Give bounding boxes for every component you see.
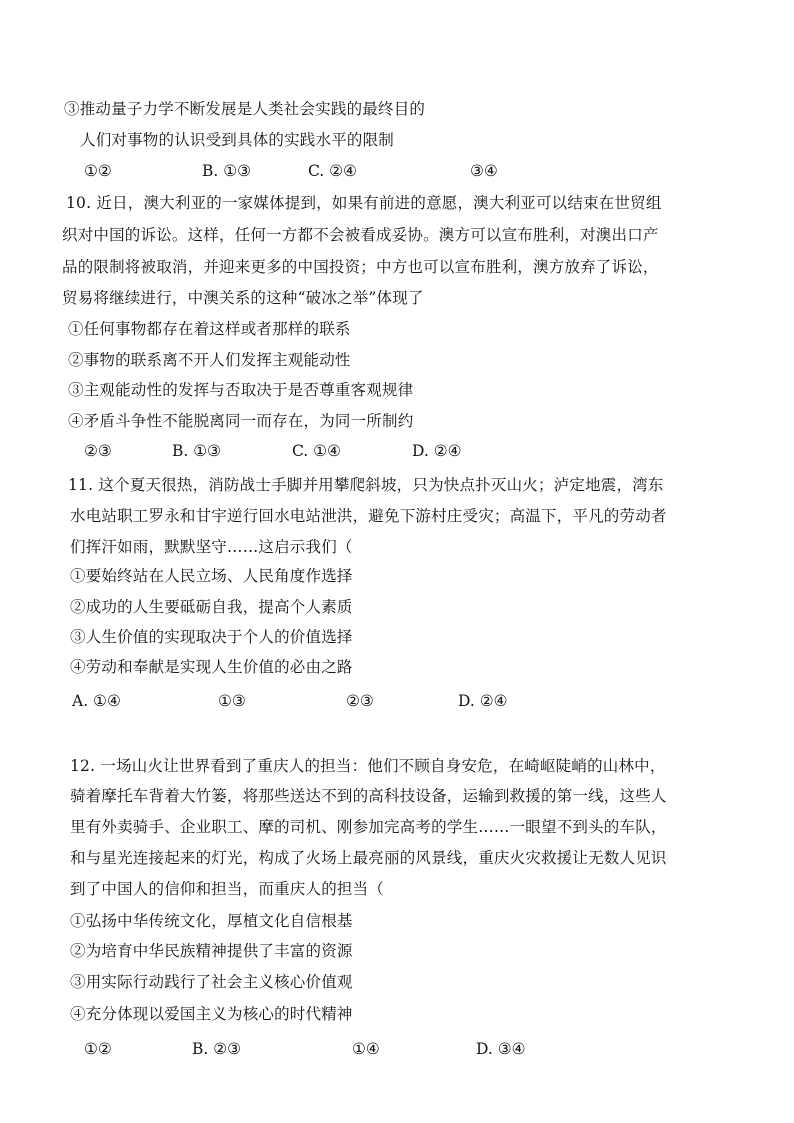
q10-statement-3: ③主观能动性的发挥与否取决于是否尊重客观规律	[68, 381, 414, 399]
q9-option-b: B. ①③	[202, 162, 252, 180]
q9-option-a: ①②	[84, 162, 112, 180]
q12-statement-4: ④充分体现以爱国主义为核心的时代精神	[70, 1005, 353, 1023]
q10-option-c: C. ①④	[292, 442, 341, 460]
q12-statement-3: ③用实际行动践行了社会主义核心价值观	[70, 973, 353, 991]
q12-stem-line-1: 12. 一场山火让世界看到了重庆人的担当：他们不顾自身安危，在崎岖陡峭的山林中，	[70, 757, 666, 775]
q10-stem-line-1: 10. 近日，澳大利亚的一家媒体提到，如果有前进的意愿，澳大利亚可以结束在世贸组	[66, 194, 662, 212]
q11-option-a: A. ①④	[72, 692, 121, 710]
q11-statement-2: ②成功的人生要砥砺自我，提高个人素质	[70, 598, 353, 616]
q11-stem-line-1: 11. 这个夏天很热，消防战士手脚并用攀爬斜坡，只为快点扑灭山火；泸定地震，湾东	[68, 476, 664, 494]
q11-statement-3: ③人生价值的实现取决于个人的价值选择	[70, 628, 353, 646]
q12-stem-line-3: 里有外卖骑手、企业职工、摩的司机、刚参加完高考的学生……一眼望不到头的车队，	[70, 818, 667, 836]
q12-stem-line-5: 到了中国人的信仰和担当，而重庆人的担当（	[70, 880, 385, 898]
q11-option-d: D. ②④	[458, 692, 508, 710]
q12-option-d: D. ③④	[476, 1040, 526, 1058]
q12-stem-line-4: 和与星光连接起来的灯光，构成了火场上最亮丽的风景线，重庆火灾救援让无数人见识	[70, 849, 667, 867]
q12-stem-line-2: 骑着摩托车背着大竹篓，将那些送达不到的高科技设备，运输到救援的第一线，这些人	[70, 787, 667, 805]
q11-option-b: ①③	[218, 692, 246, 710]
q10-option-d: D. ②④	[412, 442, 462, 460]
q11-statement-4: ④劳动和奉献是实现人生价值的必由之路	[70, 658, 353, 676]
q10-statement-2: ②事物的联系离不开人们发挥主观能动性	[68, 351, 351, 369]
q11-stem-line-3: 们挥汗如雨，默默坚守……这启示我们（	[70, 538, 353, 556]
q11-statement-1: ①要始终站在人民立场、人民角度作选择	[70, 567, 353, 585]
q12-option-c: ①④	[352, 1040, 380, 1058]
q12-statement-2: ②为培育中华民族精神提供了丰富的资源	[70, 942, 353, 960]
q10-stem-line-3: 品的限制将被取消，并迎来更多的中国投资；中方也可以宣布胜利，澳方放弃了诉讼，	[62, 258, 659, 276]
q11-option-c: ②③	[346, 692, 374, 710]
q9-option-c: C. ②④	[308, 162, 357, 180]
q9-option-d: ③④	[470, 162, 498, 180]
q12-option-b: B. ②③	[192, 1040, 242, 1058]
q9-statement-4: 人们对事物的认识受到具体的实践水平的限制	[80, 131, 395, 149]
q12-option-a: ①②	[84, 1040, 112, 1058]
q10-option-a: ②③	[84, 442, 112, 460]
q10-option-b: B. ①③	[172, 442, 222, 460]
q11-stem-line-2: 水电站职工罗永和甘宇逆行回水电站泄洪，避免下游村庄受灾；高温下，平凡的劳动者	[70, 507, 667, 525]
q9-statement-3: ③推动量子力学不断发展是人类社会实践的最终目的	[64, 100, 426, 118]
q12-statement-1: ①弘扬中华传统文化，厚植文化自信根基	[70, 912, 353, 930]
q10-statement-4: ④矛盾斗争性不能脱离同一而存在，为同一所制约	[68, 412, 414, 430]
q10-stem-line-4: 贸易将继续进行，中澳关系的这种“破冰之举”体现了	[62, 289, 424, 307]
q10-statement-1: ①任何事物都存在着这样或者那样的联系	[68, 320, 351, 338]
q10-stem-line-2: 织对中国的诉讼。这样，任何一方都不会被看成妥协。澳方可以宣布胜利，对澳出口产	[62, 226, 659, 244]
